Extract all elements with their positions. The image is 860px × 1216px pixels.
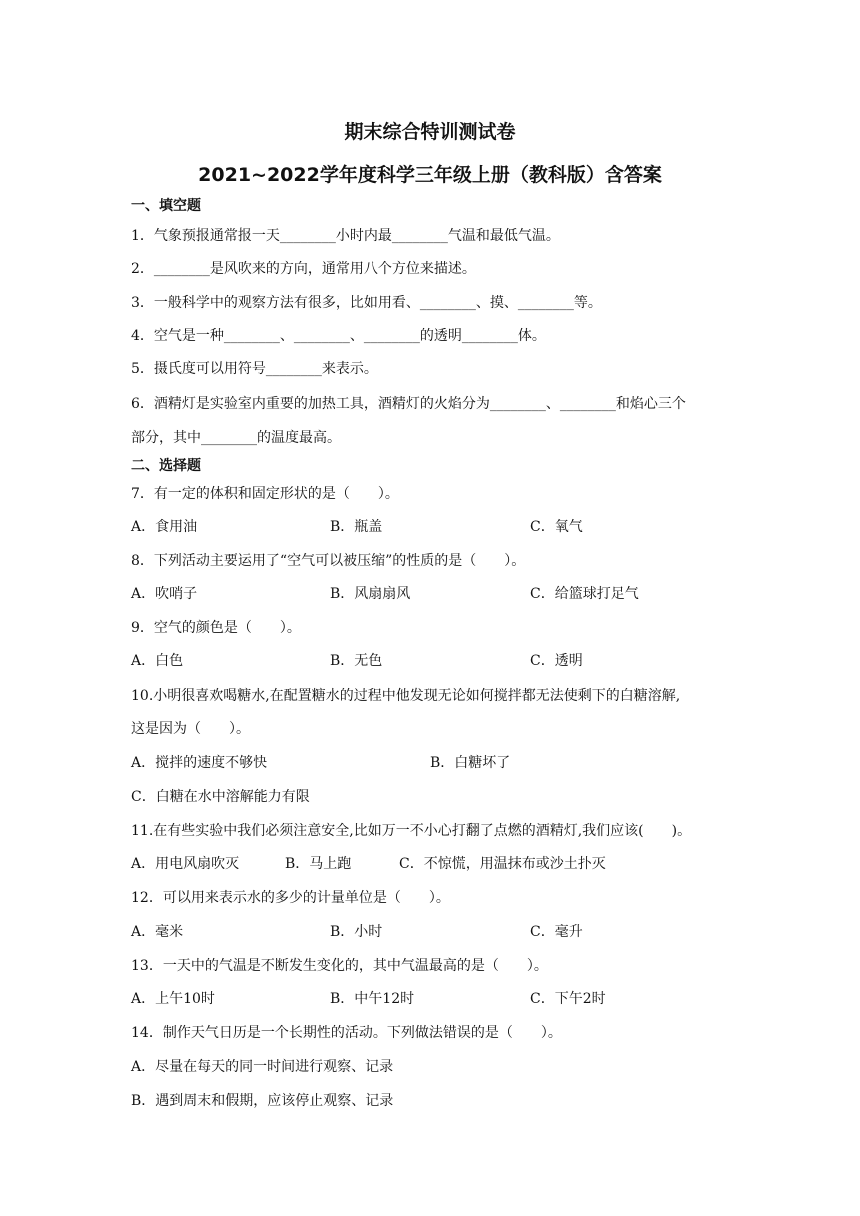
option-9b: B．无色 — [330, 653, 383, 669]
question-9: 9．空气的颜色是（ ）。 — [131, 620, 301, 636]
option-7a: A．食用油 — [131, 519, 198, 535]
option-14a: A．尽量在每天的同一时间进行观察、记录 — [131, 1059, 394, 1075]
question-10: 10.小明很喜欢喝糖水,在配置糖水的过程中他发现无论如何搅拌都无法使剩下的白糖溶解, — [131, 688, 681, 704]
option-13a: A．上午10时 — [131, 991, 215, 1007]
question-2: 2．________是风吹来的方向，通常用八个方位来描述。 — [131, 261, 476, 277]
option-10b: B．白糖坏了 — [430, 755, 511, 771]
option-8c: C．给篮球打足气 — [530, 586, 639, 602]
section-heading-fill: 一、填空题 — [131, 198, 201, 214]
option-7b: B．瓶盖 — [330, 519, 383, 535]
section-heading-choice: 二、选择题 — [131, 458, 201, 474]
question-6-continued: 部分，其中________的温度最高。 — [131, 430, 341, 446]
option-9a: A．白色 — [131, 653, 184, 669]
option-10a: A．搅拌的速度不够快 — [131, 755, 268, 771]
question-5: 5．摄氏度可以用符号________来表示。 — [131, 361, 378, 377]
question-11: 11.在有些实验中我们必须注意安全,比如万一不小心打翻了点燃的酒精灯,我们应该( )。 — [131, 823, 692, 839]
question-3: 3．一般科学中的观察方法有很多，比如用看、________、摸、________等。 — [131, 295, 602, 311]
option-11b: B．马上跑 — [285, 856, 352, 872]
question-12: 12．可以用来表示水的多少的计量单位是（ ）。 — [131, 890, 450, 906]
question-8: 8．下列活动主要运用了“空气可以被压缩”的性质的是（ ）。 — [131, 553, 526, 569]
option-9c: C．透明 — [530, 653, 583, 669]
option-13c: C．下午2时 — [530, 991, 606, 1007]
option-14b: B．遇到周末和假期，应该停止观察、记录 — [131, 1093, 394, 1109]
document-title: 期末综合特训测试卷 — [344, 121, 516, 143]
option-12b: B．小时 — [330, 924, 383, 940]
question-13: 13．一天中的气温是不断发生变化的，其中气温最高的是（ ）。 — [131, 958, 548, 974]
question-6: 6．酒精灯是实验室内重要的加热工具，酒精灯的火焰分为________、________和焰心三个 — [131, 396, 686, 412]
option-12c: C．毫升 — [530, 924, 583, 940]
option-11a: A．用电风扇吹灭 — [131, 856, 240, 872]
question-1: 1．气象预报通常报一天________小时内最________气温和最低气温。 — [131, 228, 560, 244]
document-subtitle: 2021~2022学年度科学三年级上册（教科版）含答案 — [198, 164, 662, 186]
option-8a: A．吹哨子 — [131, 586, 198, 602]
question-14: 14．制作天气日历是一个长期性的活动。下列做法错误的是（ ）。 — [131, 1025, 562, 1041]
option-12a: A．毫米 — [131, 924, 184, 940]
option-7c: C．氧气 — [530, 519, 583, 535]
option-11c: C．不惊慌，用温抹布或沙土扑灭 — [399, 856, 606, 872]
question-7: 7．有一定的体积和固定形状的是（ ）。 — [131, 486, 399, 502]
option-10c: C．白糖在水中溶解能力有限 — [131, 789, 310, 805]
question-10-continued: 这是因为（ ）。 — [131, 721, 250, 737]
option-13b: B．中午12时 — [330, 991, 415, 1007]
question-4: 4．空气是一种________、________、________的透明________体。 — [131, 328, 546, 344]
option-8b: B．风扇扇风 — [330, 586, 411, 602]
